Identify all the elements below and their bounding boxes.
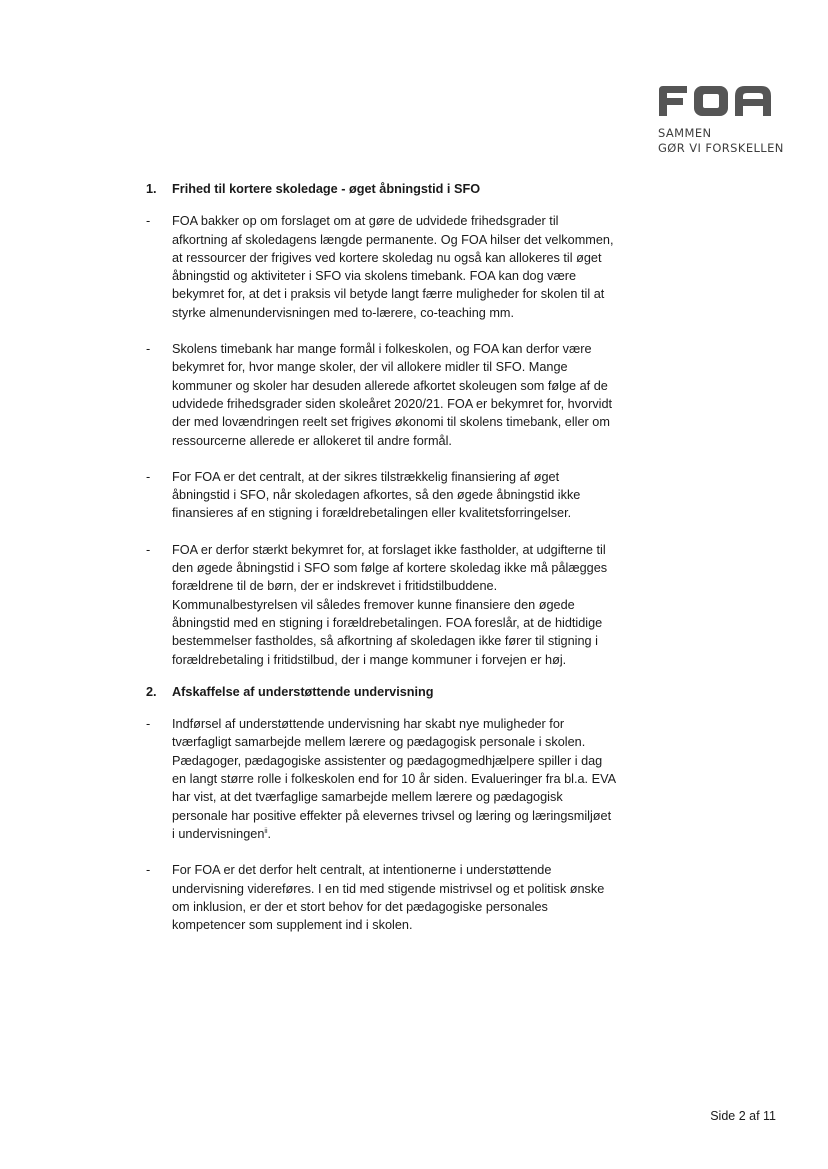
- section-2-bullet: [146, 715, 616, 843]
- bullet-dash: -: [146, 717, 151, 732]
- page-number: Side 2 af 11: [710, 1109, 776, 1123]
- foa-logo-mark: [657, 84, 773, 118]
- section-1-bullet: [146, 541, 616, 669]
- section-1-title: Frihed til kortere skoledage - øget åbningstid i SFO: [172, 182, 481, 196]
- tagline-line-2: GØR VI FORSKELLEN: [658, 141, 784, 155]
- bullet-dash: -: [146, 214, 151, 229]
- logo-tagline: [658, 126, 784, 156]
- section-1-bullet: [146, 340, 616, 450]
- bullet-dash: -: [146, 863, 151, 878]
- section-2-bullet: [146, 861, 616, 934]
- section-1-bullet: [146, 212, 616, 322]
- bullet-dash: -: [146, 342, 151, 357]
- bullet-dash: -: [146, 542, 151, 557]
- foa-logo: [657, 84, 773, 118]
- section-1-bullet-text: Skolens timebank har mange formål i folkeskolen, og FOA kan derfor være bekymret for, hvor mange skoler, der vil allokere midler til SFO. Mange kommuner og skoler har desuden allerede afkortet skoleugen som følge af de udvidede frihedsgrader siden skoleåret 2020/21. FOA er bekymret for, hvorvidt der med lovændringen reelt set frigives økonomi til skolens timebank, eller om ressourcerne allerede er allokeret til andre formål.: [172, 342, 613, 448]
- section-2-title: Afskaffelse af understøttende undervisning: [172, 684, 434, 699]
- tagline-line-1: SAMMEN: [658, 126, 712, 140]
- bullet-dash: -: [146, 469, 151, 484]
- footnote-reference: ii: [264, 827, 268, 835]
- section-1-bullet-text: FOA er derfor stærkt bekymret for, at forslaget ikke fastholder, at udgifterne til den øgede åbningstid i SFO som følge af kortere skoledag ikke må pålægges forældrene til de børn, der er indskrevet i fritidstilbuddene. Kommunalbestyrelsen vil således fremover kunne finansiere den øgede åbningstid med en stigning i forældrebetalingen. FOA foreslår, at de hidtidige bestemmelser fastholdes, så afkortning af skoledagen ikke fører til stigning i forældrebetaling i fritidstilbud, der i mange kommuner i forvejen er høj.: [172, 542, 608, 667]
- section-1-bullet-text: FOA bakker op om forslaget om at gøre de udvidede frihedsgrader til afkortning af skoledagens længde permanente. Og FOA hilser det velkommen, at ressourcer der frigives ved kortere skoledag nu også kan allokeres til øget åbningstid og aktiviteter i SFO via skolens timebank. FOA kan dog være bekymret for, at det i praksis vil betyde langt færre muligheder for skolen til at styrke almenundervisningen med to-lærere, co-teaching mm.: [172, 214, 614, 320]
- section-1-number: 1.: [146, 182, 157, 196]
- section-2-heading: [146, 683, 616, 701]
- section-1-bullet: [146, 468, 616, 523]
- section-1-bullet-text: For FOA er det centralt, at der sikres tilstrækkelig finansiering af øget åbningstid i SFO, når skoledagen afkortes, så den øgede åbningstid ikke finansieres af en stigning i forældrebetalingen eller kvalitetsforringelser.: [172, 469, 581, 521]
- section-2-bullet-body: Indførsel af understøttende undervisning har skabt nye muligheder for tværfagligt samarbejde mellem lærere og pædagogisk personale i skolen. Pædagoger, pædagogiske assistenter og pædagogmedhjælpere spiller i dag en langt større rolle i folkeskolen end for 10 år siden. Evalueringer fra bl.a. EVA har vist, at det tværfaglige samarbejde mellem lærere og pædagogisk personale har positive effekter på elevernes trivsel og læring og læringsmiljøet i undervisningen: [172, 717, 616, 841]
- sentence-end: .: [267, 826, 272, 841]
- section-2-bullet-text: [172, 715, 616, 843]
- section-2-bullet-text: For FOA er det derfor helt centralt, at intentionerne i understøttende undervisning videreføres. I en tid med stigende mistrivsel og et politisk ønske om inklusion, er der et stort behov for det pædagogiske personales kompetencer som supplement ind i skolen.: [172, 863, 605, 933]
- document-body: [146, 180, 616, 952]
- section-2-number: 2.: [146, 684, 157, 699]
- section-1-heading: [146, 180, 616, 198]
